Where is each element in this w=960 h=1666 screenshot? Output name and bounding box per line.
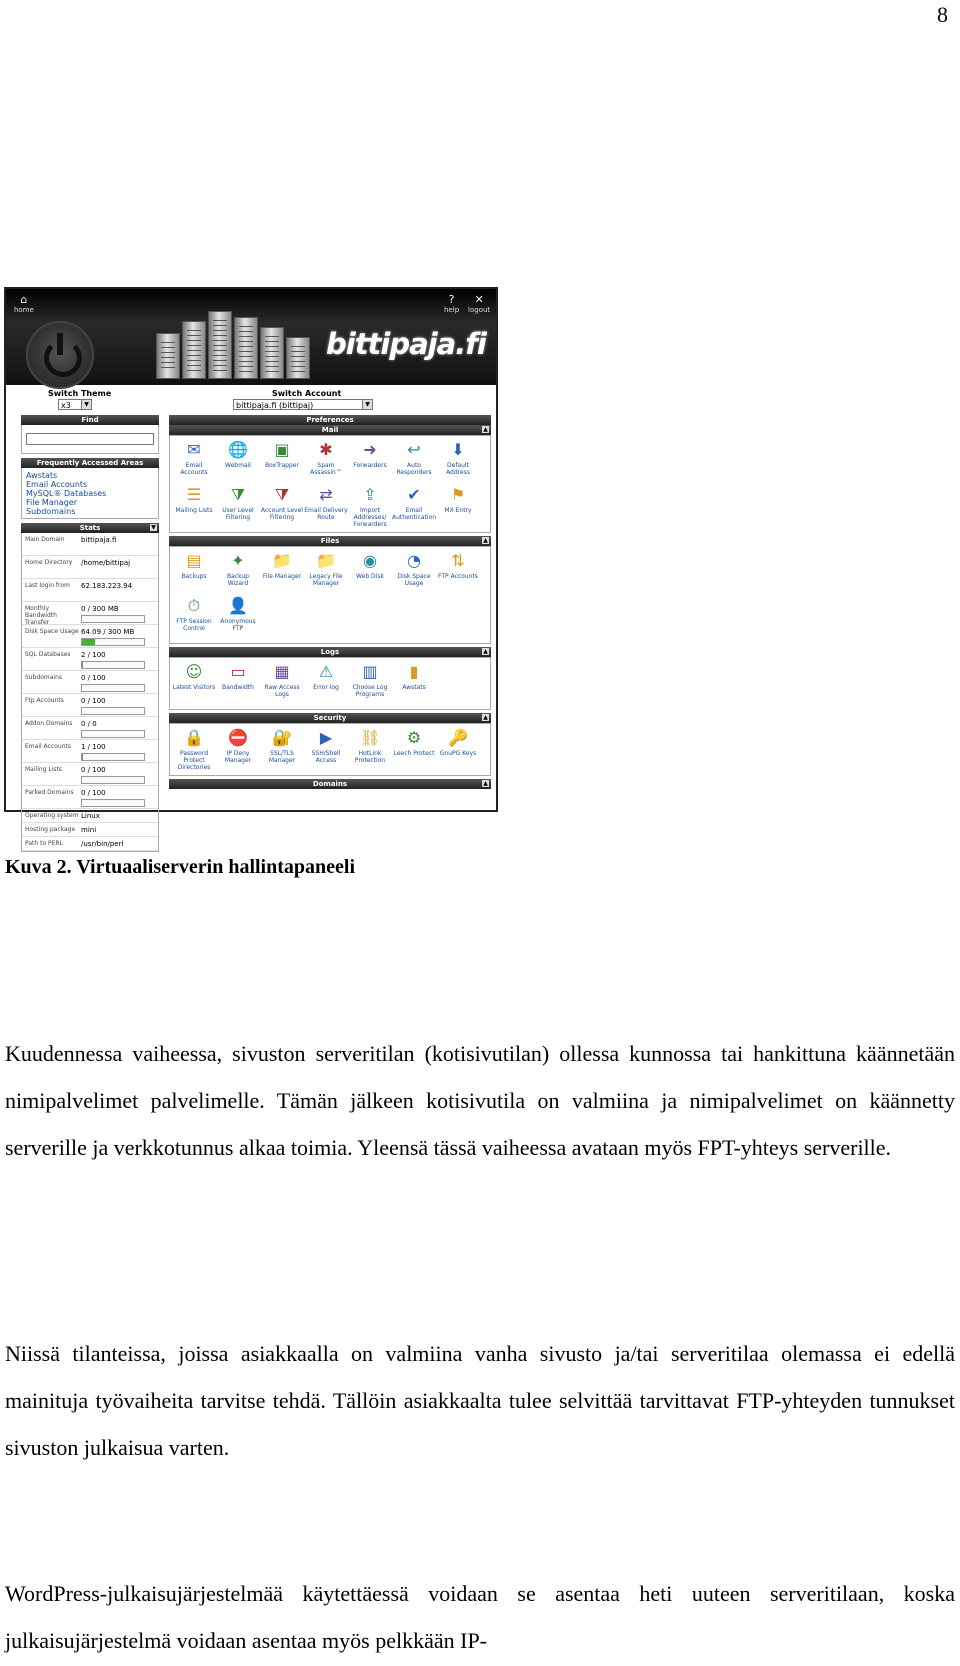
log-icon: ▦ [274,662,290,681]
error-log-icon: ⚠ [318,662,334,681]
cpanel-item-label: Account Level Filtering [261,507,303,521]
cpanel-item-label: SSH/Shell Access [311,750,341,764]
cpanel-item-label: FTP Session Control [176,618,212,632]
stat-key: Monthly Bandwidth Transfer [25,605,57,626]
stat-value-text: 2 / 100 [81,651,106,659]
preferences-title: Preferences [169,415,491,425]
cpanel-item-label: User Level Filtering [222,507,254,521]
stat-value-text: 0 / 300 MB [81,605,119,613]
stats-title-label: Stats [79,524,101,532]
usage-gauge [81,753,145,761]
cpanel-item-label: Leech Protect [393,750,435,757]
cpanel-item-label: Raw Access Logs [264,684,300,698]
sections-container [169,425,491,789]
stat-key: Home Directory [25,559,73,566]
switch-account-select[interactable] [233,399,373,410]
section-files [169,546,491,644]
stat-value-text: 62.183.223.94 [81,582,133,590]
anonymous-ftp-icon: 👤 [228,596,248,615]
section-security [169,723,491,776]
cpanel-item-label: GnuPG Keys [439,750,477,757]
switch-account-label: Switch Account [272,389,342,398]
cpanel-item[interactable] [392,662,436,707]
switch-theme-select[interactable] [58,399,92,410]
disk-usage-icon: ◔ [407,551,421,570]
stat-row [22,556,158,579]
cpanel-item[interactable] [260,551,304,596]
cpanel-item-label: Awstats [402,684,426,691]
section-mail [169,435,491,533]
stat-row [22,533,158,556]
stat-value-text: 0 / 100 [81,697,106,705]
cpanel-item[interactable] [304,728,348,773]
cpanel-item-label: Default Address [446,462,470,476]
stat-key: Last login from [25,582,70,589]
cpanel-item[interactable] [348,440,392,485]
cpanel-item[interactable] [172,728,216,773]
usage-gauge [81,730,145,738]
webmail-icon: 🌐 [228,440,248,459]
cpanel-item[interactable] [172,485,216,530]
stat-row [22,837,158,851]
cpanel-item-label: Anonymous FTP [220,618,256,632]
usage-gauge [81,799,145,807]
forward-icon: ➜ [363,440,377,459]
stat-value [81,579,158,590]
stat-key: Hosting package [25,826,76,833]
cpanel-item[interactable] [348,662,392,707]
cpanel-item[interactable] [216,596,260,641]
stat-value [81,809,158,820]
log-programs-icon: ▥ [362,662,378,681]
stat-value-text: bittipaja.fi [81,536,117,544]
frequent-link-subdomains[interactable]: Subdomains [26,507,76,516]
stat-value-text: 0 / 100 [81,766,106,774]
frequent-link-awstats[interactable]: Awstats [26,471,58,480]
stat-key: Subdomains [25,674,63,681]
frequent-link-email-accounts[interactable]: Email Accounts [26,480,88,489]
cpanel-item-label: Forwarders [353,462,387,469]
collapse-icon[interactable]: ▲ [483,537,488,544]
ftp-icon: ⇅ [451,551,465,570]
cpanel-item-label: Password Protect Directories [177,750,211,771]
mail-icon: ✉ [187,440,201,459]
cpanel-item[interactable] [216,728,260,773]
right-column [169,415,491,789]
cpanel-item[interactable] [348,551,392,596]
cpanel-item[interactable] [392,485,436,530]
brand-logo: bittipaja.fi [326,327,486,361]
default-address-icon: ⬇ [451,440,465,459]
cpanel-item-label: Import Addresses/ Forwarders [353,507,387,528]
logout-icon: ✕ [474,293,484,306]
hotlink-icon: ⛓ [360,728,381,747]
home-label: home [14,306,34,314]
cpanel-item[interactable] [392,728,436,773]
switch-theme-value: x3 [61,401,71,410]
find-input[interactable] [26,433,154,445]
cpanel-item-label: Backups [181,573,207,580]
cpanel-item[interactable] [436,728,480,773]
cpanel-item[interactable] [260,440,304,485]
cpanel-item[interactable] [260,485,304,530]
cpanel-item-label: File Manager [262,573,302,580]
stat-value [81,717,158,738]
stat-key: SQL Databases [25,651,71,658]
cpanel-item-label: Email Delivery Route [304,507,348,521]
mailing-list-icon: ☰ [186,485,202,504]
stat-key: Addon Domains [25,720,73,727]
frequent-title: Frequently Accessed Areas [21,458,159,468]
power-logo-icon [26,321,94,389]
cpanel-item-label: MX Entry [444,507,472,514]
stat-value-text: /usr/bin/perl [81,840,124,848]
stat-row [22,717,158,740]
leech-icon: ⚙ [406,728,422,747]
collapse-icon[interactable]: ▲ [483,648,488,655]
cpanel-item-label: BoxTrapper [265,462,299,469]
cpanel-item-label: SSL/TLS Manager [268,750,296,764]
stat-row [22,671,158,694]
bandwidth-icon: ▭ [230,662,246,681]
cpanel-item-label: Email Authentication [392,507,437,521]
stat-row [22,579,158,602]
cpanel-item[interactable] [304,551,348,596]
stat-key: Mailing Lists [25,766,62,773]
usage-gauge [81,684,145,692]
stat-key: Path to PERL [25,840,63,847]
cpanel-item-label: Web Disk [356,573,384,580]
stat-row [22,763,158,786]
stat-row [22,625,158,648]
cpanel-item[interactable] [216,551,260,596]
paragraph-2-text: Niissä tilanteissa, joissa asiakkaalla on valmiina vanha sivusto ja/tai serveritilaa olemassa ei edellä mainituja työvaiheita tarvitse tehdä. Tällöin asiakkaalta tulee selvittää tarvittavat FTP-yhteyden tunnukset sivuston julkaisua varten. [5,1341,955,1460]
stat-value [81,694,158,715]
chevron-down-icon: ▼ [81,400,91,409]
collapse-icon[interactable]: ▼ [151,524,156,531]
stat-value-text: mini [81,826,97,834]
stat-value [81,740,158,761]
stat-value [81,671,158,692]
stat-row [22,809,158,823]
logout-label: logout [468,306,491,314]
boxtrapper-icon: ▣ [274,440,290,459]
stats-title [21,523,159,533]
stat-row [22,823,158,837]
left-column [21,415,159,852]
folder-icon: 📁 [272,551,292,570]
stat-value [81,602,158,623]
cpanel-item[interactable] [260,728,304,773]
autoresponder-icon: ↩ [407,440,421,459]
switch-account-value: bittipaja.fi (bittipaj) [236,401,314,410]
stat-row [22,786,158,809]
cpanel-item-label: Mailing Lists [175,507,213,514]
cpanel-item-label: Backup Wizard [227,573,249,587]
cpanel-item[interactable] [260,662,304,707]
usage-gauge [81,707,145,715]
cpanel-item[interactable] [172,440,216,485]
cpanel-item[interactable] [304,440,348,485]
filter-icon: ⧩ [230,485,246,504]
cpanel-item[interactable] [348,728,392,773]
stat-value [81,763,158,784]
visitors-icon: ☺ [185,662,203,681]
stat-value-text: 64.09 / 300 MB [81,628,135,636]
terminal-icon: ▶ [319,728,333,747]
page-number: 8 [937,2,948,27]
stat-key: Operating system [25,812,79,819]
filter-icon: ⧩ [274,485,290,504]
ftp-session-icon: ⏱ [187,596,201,615]
home-link[interactable] [14,295,34,314]
stat-value-text: 0 / 0 [81,720,97,728]
collapse-icon[interactable]: ▲ [483,714,488,721]
panel-header [6,289,496,385]
chevron-down-icon: ▼ [362,400,372,409]
disk-icon: ◉ [363,551,377,570]
cpanel-item-label: FTP Accounts [438,573,478,580]
logout-link[interactable] [468,295,490,314]
section-title-mail [169,425,491,435]
mx-icon: ⚑ [450,485,466,504]
section-logs [169,657,491,710]
control-panel-screenshot [4,287,498,848]
find-panel [21,425,159,454]
cpanel-item[interactable] [172,662,216,707]
stat-value-text: 0 / 100 [81,789,106,797]
stat-value [81,837,158,848]
cpanel-item[interactable] [216,485,260,530]
stat-value [81,533,158,544]
stats-table [21,533,159,852]
section-title-label: Security [313,714,347,722]
folder-icon: 📁 [316,551,336,570]
cpanel-item[interactable] [216,440,260,485]
stat-key: Parked Domains [25,789,74,796]
section-title-label: Mail [321,426,339,434]
stat-value [81,556,158,567]
route-icon: ⇄ [319,485,333,504]
stat-value-text: 1 / 100 [81,743,106,751]
section-title-label: Domains [312,780,348,788]
cpanel-item-label: Bandwidth [222,684,254,691]
collapse-icon[interactable]: ▲ [483,780,488,787]
paragraph-3 [5,1570,955,1664]
section-title-label: Files [320,537,340,545]
paragraph-1-text: Kuudennessa vaiheessa, sivuston serveritilan (kotisivutilan) ollessa kunnossa tai hankittuna käännetään nimipalvelimet palvelimelle. Tämän jälkeen kotisivutila on valmiina ja nimipalvelimet on käännetty serverille ja verkkotunnus alkaa toimia. Yleensä tässä vaiheessa avataan myös FPT-yhteys serverille. [5,1041,955,1160]
cpanel-item[interactable] [392,440,436,485]
cpanel-item-label: Disk Space Usage [397,573,431,587]
cpanel-item-label: Legacy File Manager [309,573,343,587]
paragraph-3-text: WordPress-julkaisujärjestelmää käytettäessä voidaan se asentaa heti uuteen serveritilaan, koska julkaisujärjestelmä voidaan asentaa myös pelkkään IP- [5,1581,955,1653]
cpanel-item[interactable] [172,596,216,641]
usage-gauge [81,661,145,669]
backup-icon: ▤ [186,551,202,570]
switch-theme-label: Switch Theme [48,389,112,398]
usage-gauge [81,638,145,646]
paragraph-2 [5,1330,955,1471]
stat-row [22,648,158,671]
stat-value [81,786,158,807]
cpanel-item-label: Spam Assassin™ [310,462,342,476]
section-title-label: Logs [320,648,340,656]
cpanel-item[interactable] [304,662,348,707]
stat-value-text: 0 / 100 [81,674,106,682]
frequent-link-mysql[interactable]: MySQL® Databases [26,489,107,498]
lock-folder-icon: 🔒 [184,728,204,747]
section-title-security [169,713,491,723]
stat-row [22,602,158,625]
stat-value-text: /home/bittipaj [81,559,131,567]
figure-caption: Kuva 2. Virtuaaliserverin hallintapaneeli [5,856,356,878]
stat-value [81,625,158,646]
stat-row [22,740,158,763]
cpanel-item[interactable] [216,662,260,707]
section-title-domains [169,779,491,789]
import-icon: ⇪ [363,485,377,504]
collapse-icon[interactable]: ▲ [483,426,488,433]
ip-deny-icon: ⛔ [228,728,248,747]
frequent-link-file-manager[interactable]: File Manager [26,498,77,507]
auth-icon: ✔ [407,485,421,504]
help-icon: ? [448,293,455,306]
stat-key: Disk Space Usage [25,628,79,635]
help-link[interactable] [444,295,459,314]
usage-gauge [81,615,145,623]
cpanel-item-label: Choose Log Programs [352,684,388,698]
stat-key: Ftp Accounts [25,697,64,704]
frequent-list [21,468,159,519]
cpanel-item[interactable] [348,485,392,530]
help-label: help [444,306,460,314]
home-icon: ⌂ [20,293,28,306]
cpanel-item-label: Latest Visitors [172,684,216,691]
key-icon: 🔑 [448,728,468,747]
cpanel-item-label: Email Accounts [180,462,208,476]
cpanel-item[interactable] [436,440,480,485]
stat-key: Main Domain [25,536,65,543]
cpanel-item-label: Auto Responders [396,462,432,476]
stat-value-text: Linux [81,812,100,820]
stat-value [81,648,158,669]
backup-wizard-icon: ✦ [231,551,245,570]
cpanel-item[interactable] [392,551,436,596]
ssl-icon: 🔐 [272,728,292,747]
stat-key: Email Accounts [25,743,71,750]
cpanel-item-label: Webmail [225,462,251,469]
paragraph-1 [5,1030,955,1171]
cpanel-item[interactable] [304,485,348,530]
cpanel-item-label: Error log [313,684,339,691]
spam-icon: ✱ [319,440,333,459]
find-title: Find [21,415,159,425]
section-title-files [169,536,491,546]
stat-row [22,694,158,717]
usage-gauge [81,776,145,784]
stat-value [81,823,158,834]
section-title-logs [169,647,491,657]
cpanel-item[interactable] [436,551,480,596]
chart-icon: ▮ [409,662,419,681]
cpanel-item[interactable] [436,485,480,530]
cpanel-item-label: IP Deny Manager [224,750,252,764]
cpanel-item[interactable] [172,551,216,596]
cpanel-item-label: HotLink Protection [354,750,386,764]
